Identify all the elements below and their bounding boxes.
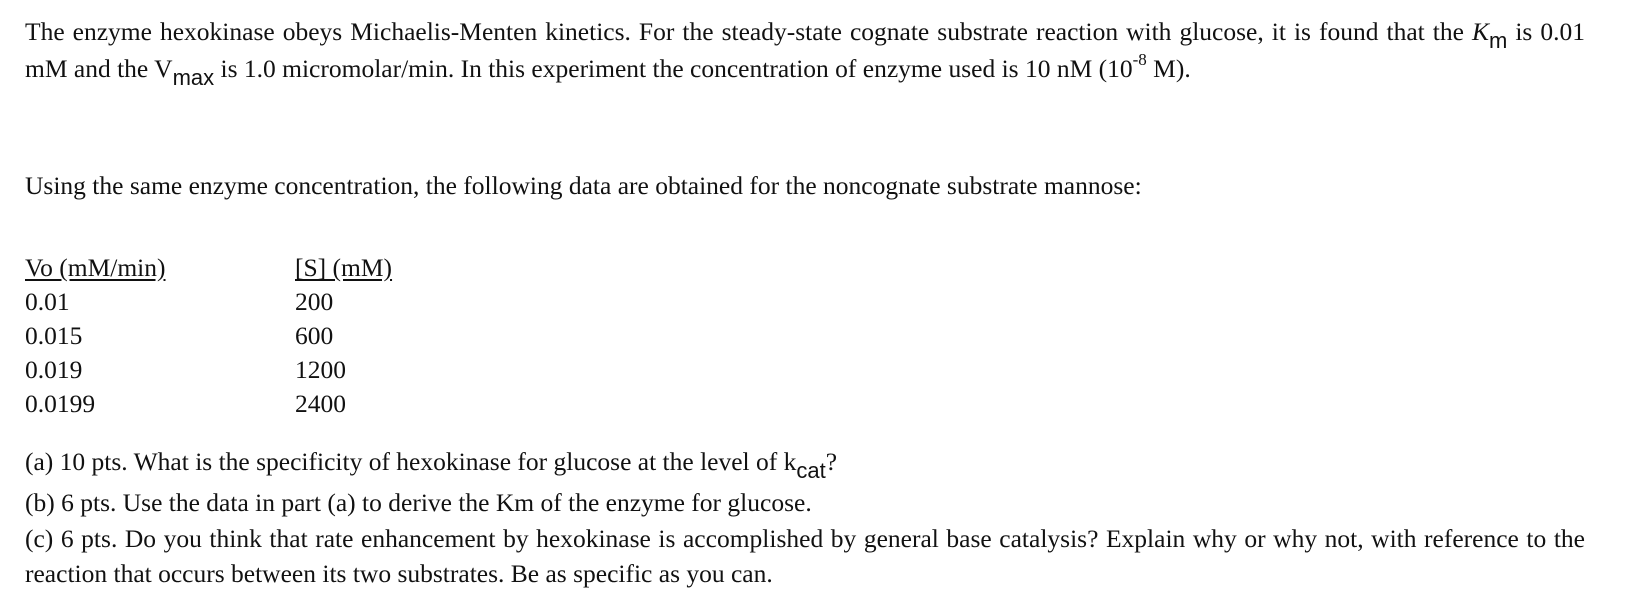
s-cell: 200: [295, 287, 334, 316]
question-a: [25, 444, 1585, 481]
kcat-subscript: cat: [796, 458, 826, 483]
exponent-superscript: -8: [1132, 50, 1147, 69]
vo-column: [25, 251, 166, 421]
questions: [25, 444, 1585, 591]
question-a-text: (a) 10 pts. What is the specificity of hexokinase for glucose at the level of k: [25, 447, 797, 476]
vmax-subscript: max: [172, 65, 215, 90]
km-subscript: m: [1488, 28, 1508, 53]
vo-cell: 0.015: [25, 321, 83, 350]
s-cell: 2400: [295, 389, 346, 418]
intro-text-2: is 0.01 mM and the V: [25, 17, 1585, 83]
s-cell: 1200: [295, 355, 346, 384]
vo-header: Vo (mM/min): [25, 253, 166, 282]
question-b: (b) 6 pts. Use the data in part (a) to derive the Km of the enzyme for glucose.: [25, 488, 812, 517]
question-a-end: ?: [825, 447, 838, 476]
intro-text-4: M).: [1146, 54, 1191, 83]
km-symbol: K: [1471, 17, 1489, 46]
intro-paragraph: [25, 14, 1585, 90]
vo-cell: 0.0199: [25, 389, 96, 418]
s-header: [S] (mM): [295, 253, 393, 282]
vo-cell: 0.01: [25, 287, 70, 316]
mannose-paragraph: Using the same enzyme concentration, the following data are obtained for the noncognate substrate mannose:: [25, 171, 1142, 200]
s-column: [295, 251, 392, 421]
s-cell: 600: [295, 321, 334, 350]
intro-text-1: The enzyme hexokinase obeys Michaelis-Menten kinetics. For the steady-state cognate substrate reaction with glucose, it is found that the: [25, 17, 1472, 46]
question-c: (c) 6 pts. Do you think that rate enhancement by hexokinase is accomplished by general base catalysis? Explain why or why not, with reference to the reaction that occurs between its two substrates. Be as specific as you can.: [25, 524, 1585, 588]
vo-cell: 0.019: [25, 355, 83, 384]
intro-text-3: is 1.0 micromolar/min. In this experiment the concentration of enzyme used is 10 nM (10: [214, 54, 1133, 83]
